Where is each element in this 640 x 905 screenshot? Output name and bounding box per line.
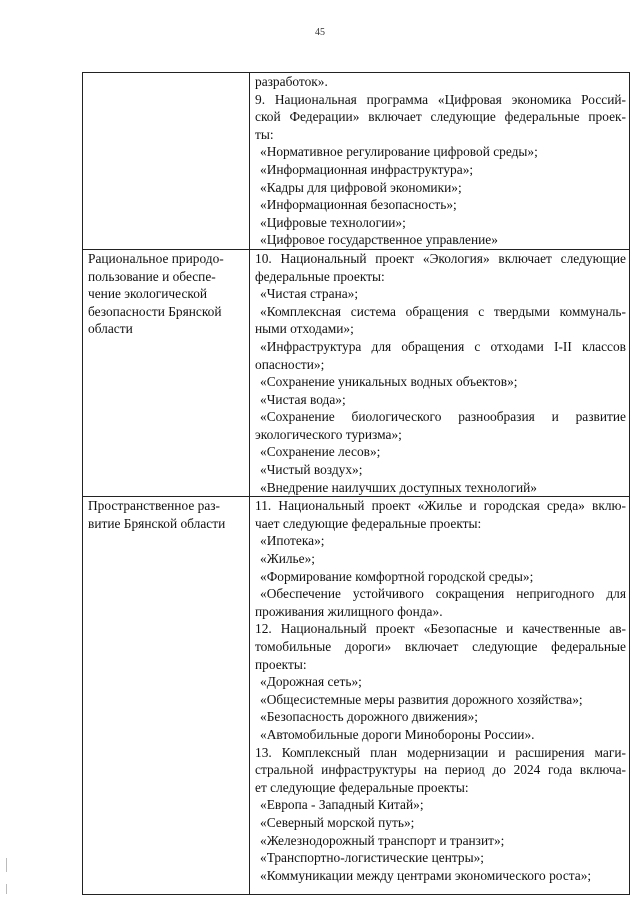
direction-cell [83, 249, 250, 496]
direction-line: чение экологической [88, 286, 208, 302]
text-line: «Общесистемные меры развития дорожного хозяйства»; [260, 691, 583, 707]
text-line: «Чистая страна»; [260, 286, 359, 302]
text-line: «Безопасность дорожного движения»; [260, 709, 479, 725]
direction-line: Пространственное раз- [88, 498, 221, 514]
table-row [83, 249, 630, 496]
margin-mark [6, 858, 7, 872]
text-line: «Нормативное регулирование цифровой среды»; [260, 144, 538, 160]
text-line: разработок». [255, 74, 328, 89]
text-line: ными отходами»; [255, 321, 354, 337]
table-row [83, 73, 630, 250]
text-line: «Цифровое государственное управление» [260, 232, 498, 248]
text-line: федеральные проекты: [255, 268, 385, 284]
text-line: 12. Национальный проект «Безопасные и качественные ав- [255, 621, 626, 637]
direction-cell [83, 73, 250, 250]
margin-mark [6, 884, 7, 894]
text-line: «Цифровые технологии»; [260, 214, 406, 230]
page-number: 45 [315, 27, 325, 38]
text-line: «Сохранение лесов»; [260, 444, 381, 460]
direction-line: Рациональное природо- [88, 250, 224, 266]
direction-line: пользование и обеспе- [88, 268, 216, 284]
text-line: проекты: [255, 656, 307, 672]
text-line: «Автомобильные дороги Минобороны России». [260, 726, 535, 742]
text-line: «Жилье»; [260, 551, 316, 567]
text-line: ет следующие федеральные проекты: [255, 779, 469, 795]
direction-line: витие Брянской области [88, 515, 226, 531]
text-line: «Европа - Западный Китай»; [260, 797, 424, 813]
text-line: «Комплексная система обращения с твердыми коммуналь- [260, 303, 626, 319]
text-line: «Чистый воздух»; [260, 462, 363, 478]
text-line: «Формирование комфортной городской среды»; [260, 568, 534, 584]
text-line: «Сохранение биологического разнообразия и развитие [260, 409, 626, 425]
text-line: «Дорожная сеть»; [260, 674, 362, 690]
text-line: проживания жилищного фонда». [255, 603, 443, 619]
text-line: «Железнодорожный транспорт и транзит»; [260, 832, 505, 848]
table-row [83, 497, 630, 895]
text-line: 10. Национальный проект «Экология» включает следующие [255, 250, 626, 266]
text-line: «Инфраструктура для обращения с отходами I-II классов [260, 338, 626, 354]
text-line: «Внедрение наилучших доступных технологий» [260, 479, 537, 495]
text-line: «Информационная инфраструктура»; [260, 161, 474, 177]
text-line: «Информационная безопасность»; [260, 197, 457, 213]
projects-cell [250, 249, 630, 496]
text-line: 9. Национальная программа «Цифровая экономика Россий- [255, 91, 626, 107]
text-line: «Северный морской путь»; [260, 814, 415, 830]
program-table [82, 72, 630, 895]
text-line: опасности»; [255, 356, 325, 372]
direction-line: безопасности Брянской [88, 303, 222, 319]
text-line: ской Федерации» включает следующие федеральные проек- [255, 109, 626, 125]
text-line: 11. Национальный проект «Жилье и городская среда» вклю- [255, 498, 626, 514]
text-line: «Ипотека»; [260, 533, 325, 549]
text-line: 13. Комплексный план модернизации и расширения маги- [255, 744, 626, 760]
text-line: чает следующие федеральные проекты: [255, 515, 482, 531]
direction-cell [83, 497, 250, 895]
projects-cell [250, 497, 630, 895]
text-line: «Обеспечение устойчивого сокращения непригодного для [260, 586, 626, 602]
text-line: томобильные дороги» включает следующие федеральные [255, 639, 626, 654]
text-line: «Чистая вода»; [260, 391, 346, 407]
text-line: ты: [255, 126, 274, 142]
text-line: «Транспортно-логистические центры»; [260, 850, 484, 866]
text-line: «Сохранение уникальных водных объектов»; [260, 374, 518, 390]
text-line: «Кадры для цифровой экономики»; [260, 179, 462, 195]
text-line: «Коммуникации между центрами экономического роста»; [260, 867, 592, 883]
text-line: экологического туризма»; [255, 426, 402, 442]
text-line: стральной инфраструктуры на период до 2024 года включа- [255, 762, 626, 778]
projects-cell [250, 73, 630, 250]
direction-line: области [88, 321, 133, 337]
